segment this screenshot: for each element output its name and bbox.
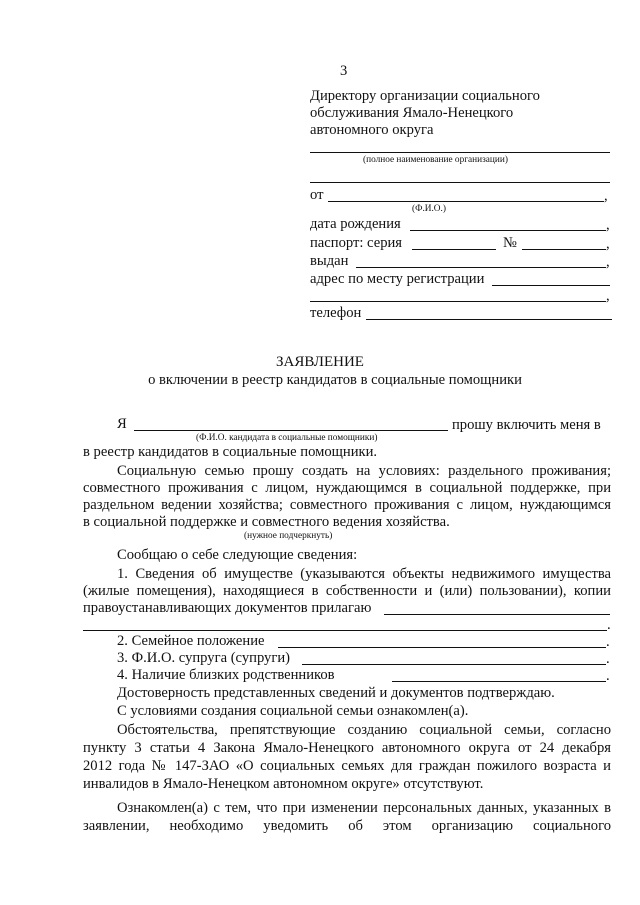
property-documents-extra-line[interactable] xyxy=(83,630,607,631)
request-line-2: в реестр кандидатов в социальные помощники. xyxy=(83,444,378,460)
item-1-line-2: (жилые помещения), находящиеся в собственности и (или) пользовании), копии xyxy=(83,583,611,599)
confirmation-text: Достоверность представленных сведений и документов подтверждаю. xyxy=(117,685,555,701)
candidate-fio-field[interactable] xyxy=(134,430,448,431)
item-1-line-3: правоустанавливающих документов прилагаю xyxy=(83,600,372,616)
dot: . xyxy=(606,668,610,684)
registration-address-field[interactable] xyxy=(492,285,610,286)
item-2-family-status-label: 2. Семейное положение xyxy=(117,633,265,649)
comma: , xyxy=(604,188,608,204)
item-1-line-1: 1. Сведения об имуществе (указываются объекты недвижимого имущества xyxy=(117,566,611,582)
fio-caption: (Ф.И.О.) xyxy=(412,204,446,214)
document-title: ЗАЯВЛЕНИЕ xyxy=(276,354,364,370)
from-label: от xyxy=(310,187,324,203)
birth-date-label: дата рождения xyxy=(310,216,401,232)
organization-name-caption: (полное наименование организации) xyxy=(363,155,508,165)
document-subtitle: о включении в реестр кандидатов в социальные помощники xyxy=(148,372,522,388)
applicant-fio-field[interactable] xyxy=(328,201,604,202)
final-line-2: заявлении, необходимо уведомить об этом организацию социального xyxy=(83,818,611,834)
dot: . xyxy=(606,651,610,667)
circumstances-line-4: инвалидов в Ямало-Ненецком автономном округе» отсутствуют. xyxy=(83,776,484,792)
candidate-fio-caption: (Ф.И.О. кандидата в социальные помощники) xyxy=(196,433,378,443)
item-4-relatives-label: 4. Наличие близких родственников xyxy=(117,667,335,683)
relatives-field[interactable] xyxy=(392,681,606,682)
organization-name-field[interactable] xyxy=(310,152,610,153)
registration-address-label: адрес по месту регистрации xyxy=(310,271,485,287)
circumstances-line-1: Обстоятельства, препятствующие созданию социальной семьи, согласно xyxy=(117,722,611,738)
conditions-line-3: раздельном ведении хозяйства; совместного проживания с лицом, нуждающимся xyxy=(83,497,611,513)
page-number: 3 xyxy=(340,63,348,79)
acquainted-conditions-text: С условиями создания социальной семьи ознакомлен(а). xyxy=(117,703,469,719)
i-label: Я xyxy=(117,416,127,432)
phone-field[interactable] xyxy=(366,319,612,320)
addressee-line-1: Директору организации социального xyxy=(310,88,540,104)
comma: , xyxy=(606,254,610,270)
passport-series-label: паспорт: серия xyxy=(310,235,403,251)
underline-caption: (нужное подчеркнуть) xyxy=(244,531,333,541)
conditions-line-4: в социальной поддержке и совместного ведения хозяйства. xyxy=(83,514,450,530)
passport-number-field[interactable] xyxy=(522,249,606,250)
circumstances-line-2: пункту 3 статьи 4 Закона Ямало-Ненецкого автономного округа от 24 декабря xyxy=(83,740,611,756)
info-intro: Сообщаю о себе следующие сведения: xyxy=(117,547,358,563)
issued-by-label: выдан xyxy=(310,253,349,269)
comma: , xyxy=(606,217,610,233)
item-3-spouse-label: 3. Ф.И.О. супруга (супруги) xyxy=(117,650,291,666)
conditions-line-1: Социальную семью прошу создать на условиях: раздельного проживания; xyxy=(117,463,611,479)
family-status-field[interactable] xyxy=(278,647,606,648)
circumstances-line-3: 2012 года № 147-ЗАО «О социальных семьях для граждан пожилого возраста и xyxy=(83,758,611,774)
registration-address-extra-line[interactable] xyxy=(310,301,606,302)
conditions-line-2: совместного проживания с лицом, нуждающимся в социальной поддержке, при xyxy=(83,480,611,496)
dot: . xyxy=(607,617,611,633)
comma: , xyxy=(606,288,610,304)
organization-name-extra-line[interactable] xyxy=(310,182,610,183)
birth-date-field[interactable] xyxy=(410,230,606,231)
comma: , xyxy=(606,236,610,252)
addressee-line-3: автономного округа xyxy=(310,122,434,138)
addressee-line-2: обслуживания Ямало-Ненецкого xyxy=(310,105,514,121)
issued-by-field[interactable] xyxy=(356,267,606,268)
dot: . xyxy=(606,634,610,650)
spouse-fio-field[interactable] xyxy=(302,664,606,665)
final-line-1: Ознакомлен(а) с тем, что при изменении персональных данных, указанных в xyxy=(117,800,611,816)
passport-series-field[interactable] xyxy=(412,249,496,250)
phone-label: телефон xyxy=(310,305,362,321)
property-documents-field[interactable] xyxy=(384,614,610,615)
request-tail: прошу включить меня в xyxy=(452,417,601,433)
passport-number-label: № xyxy=(503,235,517,251)
